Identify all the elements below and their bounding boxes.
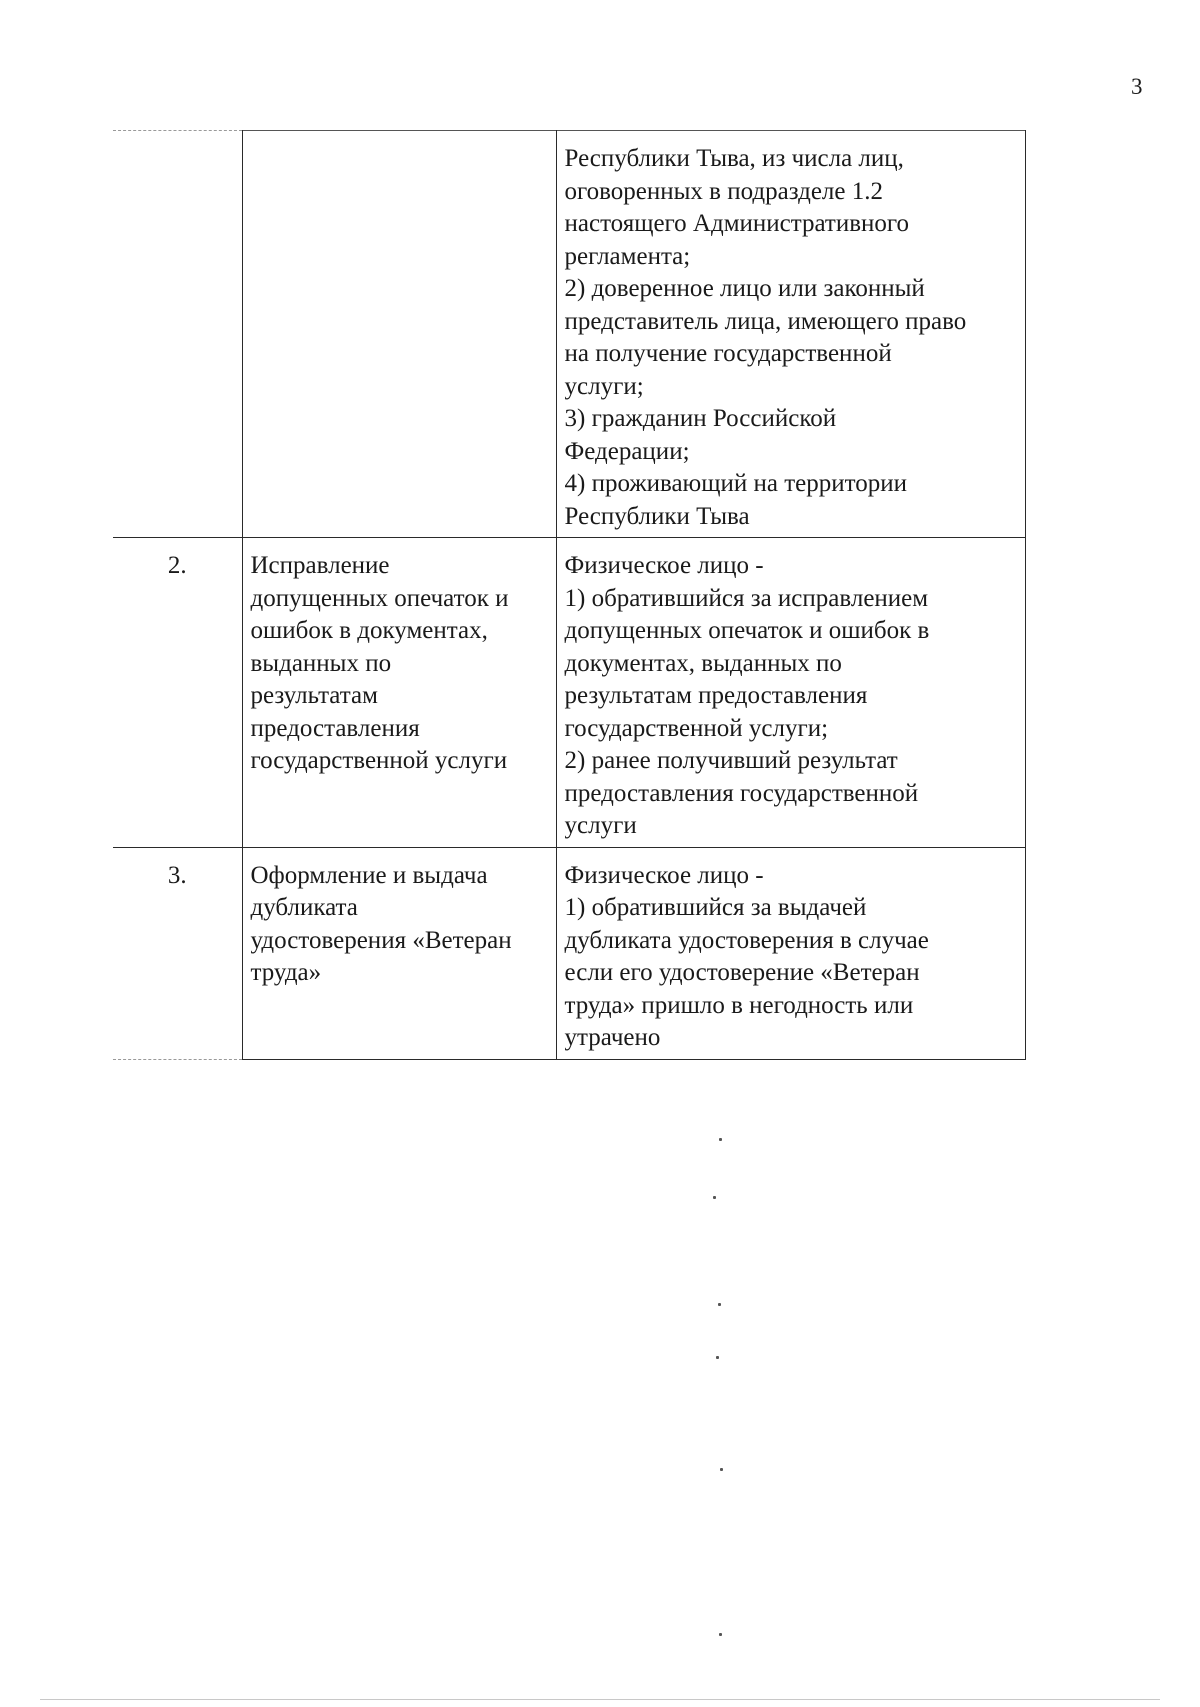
row-number	[113, 131, 242, 538]
description-line: оговоренных в подразделе 1.2	[564, 177, 884, 205]
description-line: предоставления государственной	[564, 779, 919, 807]
scan-speck	[720, 1468, 723, 1471]
description-line: услуги;	[564, 372, 644, 400]
name-line: результатам	[250, 682, 378, 709]
name-line: Исправление	[250, 552, 390, 579]
description-line: 1) обратившийся за исправлением	[564, 584, 929, 612]
scan-speck	[718, 1303, 721, 1306]
name-line: выданных по	[250, 649, 392, 677]
description-line: 1) обратившийся за выдачей	[564, 894, 867, 921]
description-line: допущенных опечаток и ошибок в	[564, 617, 930, 644]
name-line: дубликата	[250, 894, 358, 921]
scan-speck	[713, 1196, 716, 1199]
description-line: регламента;	[564, 242, 691, 270]
description-line: 2) ранее получивший результат	[564, 747, 898, 774]
name-line: труда»	[250, 959, 322, 986]
scan-speck	[716, 1356, 719, 1359]
description-line: Физическое лицо -	[564, 861, 764, 889]
description-line: утрачено	[564, 1024, 661, 1051]
description-line: услуги	[564, 812, 637, 839]
name-line: Оформление и выдача	[250, 861, 488, 889]
applicant-description-cell	[556, 847, 1025, 1059]
description-line: настоящего Административного	[564, 210, 910, 237]
description-line: Федерации;	[564, 437, 690, 465]
description-line: документах, выданных по	[564, 649, 842, 677]
scan-speck	[719, 1138, 722, 1141]
name-line: предоставления	[250, 714, 420, 742]
description-line: труда» пришло в негодность или	[564, 991, 914, 1019]
table-row	[113, 131, 1025, 538]
services-table	[113, 130, 1026, 1060]
applicant-description-cell	[556, 538, 1025, 848]
description-line: результатам предоставления	[564, 682, 868, 709]
description-line: Республики Тыва, из числа лиц,	[564, 145, 904, 172]
scan-edge-line	[40, 1699, 1160, 1700]
name-line: государственной услуги	[250, 747, 508, 774]
description-line: дубликата удостоверения в случае	[564, 926, 929, 954]
service-name-cell	[242, 131, 556, 538]
applicant-description-cell	[556, 131, 1025, 538]
description-line: если его удостоверение «Ветеран	[564, 959, 920, 986]
table-row	[113, 538, 1025, 848]
description-line: Республики Тыва	[564, 502, 750, 530]
description-line: представитель лица, имеющего право	[564, 307, 967, 335]
service-name-cell	[242, 847, 556, 1059]
description-line: государственной услуги;	[564, 714, 829, 742]
description-line: на получение государственной	[564, 340, 892, 367]
description-line: 4) проживающий на территории	[564, 470, 907, 497]
name-line: удостоверения «Ветеран	[250, 926, 512, 954]
description-line: 3) гражданин Российской	[564, 405, 837, 432]
name-line: ошибок в документах,	[250, 617, 488, 644]
scan-speck	[719, 1633, 722, 1636]
table-row	[113, 847, 1025, 1059]
service-name-cell	[242, 538, 556, 848]
table-body	[113, 131, 1025, 1060]
description-line: 2) доверенное лицо или законный	[564, 275, 925, 302]
description-line: Физическое лицо -	[564, 552, 764, 579]
row-number: 2.	[113, 538, 242, 848]
name-line: допущенных опечаток и	[250, 584, 509, 612]
row-number: 3.	[113, 847, 242, 1059]
page-number: 3	[1131, 74, 1143, 99]
